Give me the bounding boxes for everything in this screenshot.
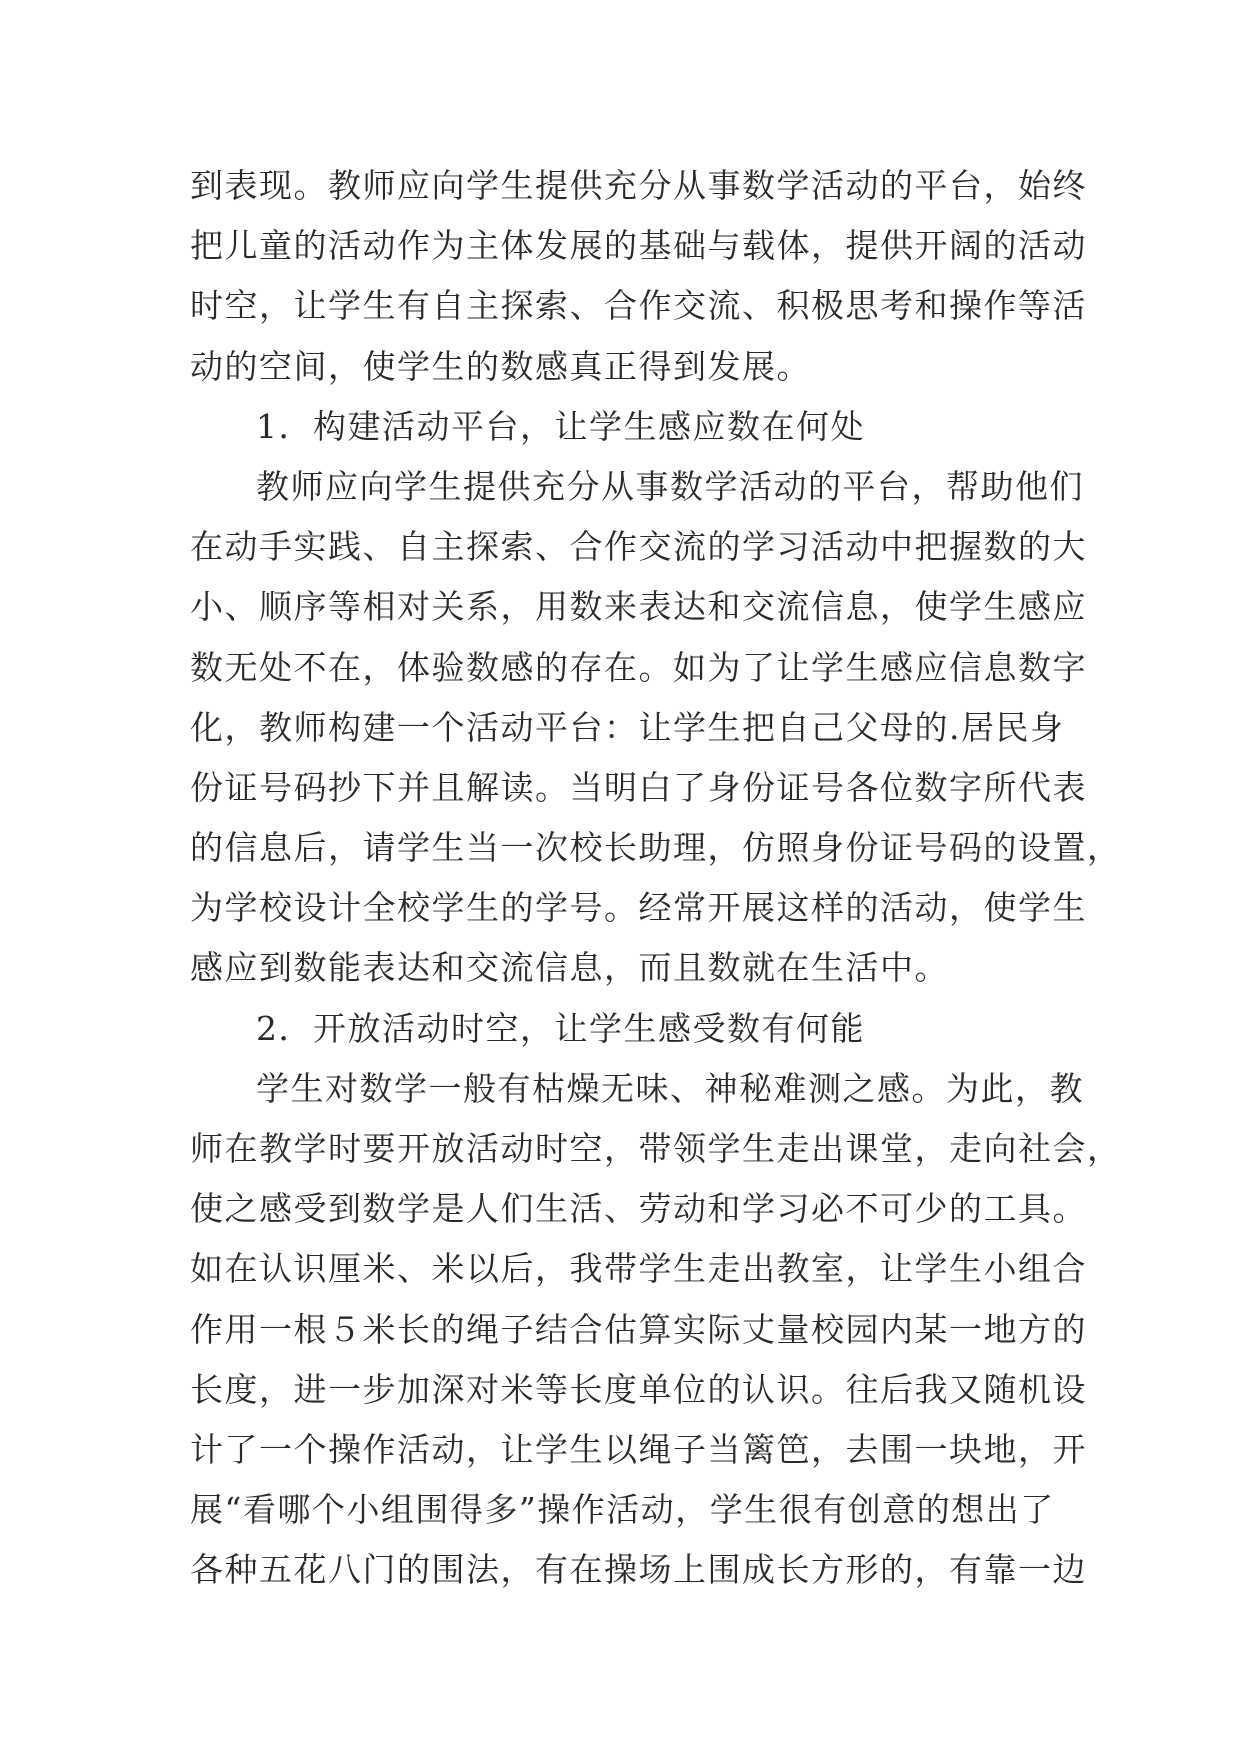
section-heading-2: 2．开放活动时空，让学生感受数有何能 — [256, 1008, 865, 1048]
document-body — [190, 156, 1122, 1601]
text-line: 的信息后，请学生当一次校长助理，仿照身份证号码的设置， — [190, 828, 1122, 868]
text-line: 数无处不在，体验数感的存在。如为了让学生感应信息数字 — [190, 647, 1087, 687]
text-line: 动的空间，使学生的数感真正得到发展。 — [190, 346, 811, 386]
text-line: 到表现。教师应向学生提供充分从事数学活动的平台，始终 — [190, 166, 1087, 205]
text-line: 时空，让学生有自主探索、合作交流、积极思考和操作等活 — [190, 286, 1087, 326]
text-line: 师在教学时要开放活动时空，带领学生走出课堂，走向社会， — [190, 1129, 1122, 1168]
text-line: 长度，进一步加深对米等长度单位的认识。往后我又随机设 — [190, 1369, 1087, 1409]
paragraph-start: 学生对数学一般有枯燥无味、神秘难测之感。为此，教 — [256, 1068, 1084, 1108]
text-line: 为学校设计全校学生的学号。经常开展这样的活动，使学生 — [190, 888, 1087, 928]
text-line: 展“看哪个小组围得多”操作活动，学生很有创意的想出了 — [190, 1490, 1055, 1530]
paragraph-start: 教师应向学生提供充分从事数学活动的平台，帮助他们 — [256, 466, 1084, 506]
text-line: 计了一个操作活动，让学生以绳子当篱笆，去围一块地，开 — [190, 1429, 1087, 1469]
text-line: 如在认识厘米、米以后，我带学生走出教室，让学生小组合 — [190, 1249, 1087, 1289]
text-line: 小、顺序等相对关系，用数来表达和交流信息，使学生感应 — [190, 587, 1087, 627]
section-heading-1: 1．构建活动平台，让学生感应数在何处 — [256, 406, 865, 446]
text-line: 感应到数能表达和交流信息，而且数就在生活中。 — [190, 948, 949, 988]
text-line: 作用一根５米长的绳子结合估算实际丈量校园内某一地方的 — [190, 1309, 1087, 1349]
text-line: 各种五花八门的围法，有在操场上围成长方形的，有靠一边 — [190, 1550, 1087, 1590]
text-line: 份证号码抄下并且解读。当明白了身份证号各位数字所代表 — [190, 767, 1087, 807]
text-line: 使之感受到数学是人们生活、劳动和学习必不可少的工具。 — [190, 1189, 1087, 1229]
text-line: 在动手实践、自主探索、合作交流的学习活动中把握数的大 — [190, 527, 1087, 567]
text-line: 把儿童的活动作为主体发展的基础与载体，提供开阔的活动 — [190, 226, 1087, 266]
text-line: 化，教师构建一个活动平台：让学生把自己父母的.居民身 — [190, 707, 1065, 747]
